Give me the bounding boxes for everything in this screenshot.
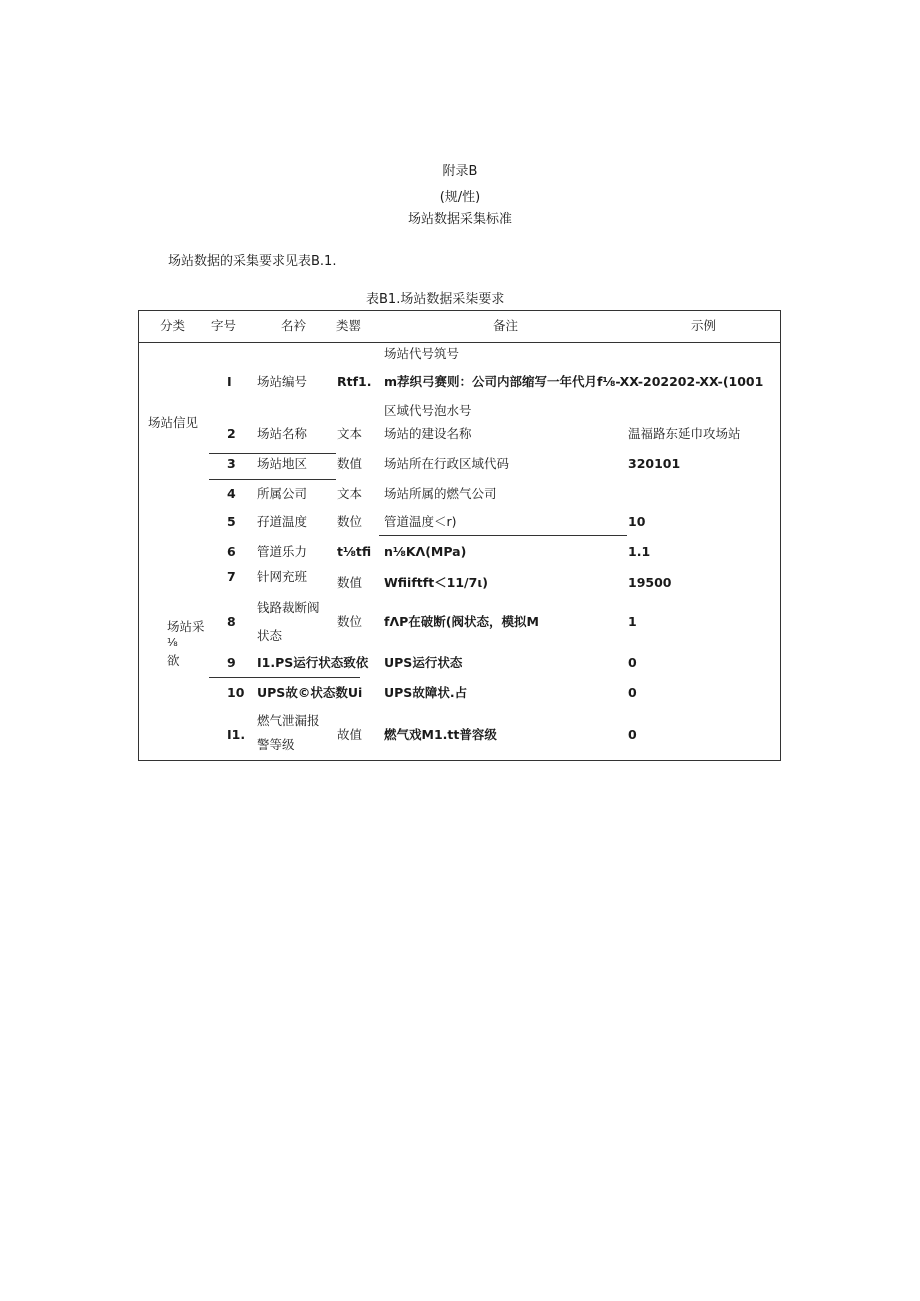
table-caption: 表B1.场站数据采柒要求 bbox=[366, 292, 505, 307]
row-6-name: 管道乐力 bbox=[257, 544, 308, 559]
row-divider-2 bbox=[209, 453, 336, 454]
row-5-type: 数位 bbox=[337, 514, 363, 529]
row-5-name: 孖道温度 bbox=[257, 514, 308, 529]
row-1-type: Rtf1. bbox=[337, 374, 372, 389]
appendix-type: (规/性) bbox=[439, 190, 481, 205]
row-8-name: 钱路裁断阀 bbox=[257, 600, 320, 615]
row-11-name: 燃气泄漏报 bbox=[257, 713, 320, 728]
row-10-index: 10 bbox=[227, 685, 245, 700]
row-2-note: 场站的建设名称 bbox=[384, 426, 472, 441]
row-8-note: fΛP在破断(阀状态，模拟M bbox=[384, 614, 539, 629]
row-1-name: 场站编号 bbox=[257, 374, 308, 389]
row-10-example: 0 bbox=[628, 685, 637, 700]
row-6-note: n⅛KΛ(MPa) bbox=[384, 544, 467, 559]
header-divider bbox=[138, 342, 781, 343]
row-9-example: 0 bbox=[628, 655, 637, 670]
appendix-title: 场站数据采集标准 bbox=[407, 212, 512, 227]
row-1-note-1: 场站代号筑号 bbox=[384, 346, 460, 361]
row-11-name-line2: 警等级 bbox=[257, 737, 295, 752]
row-11-index: I1. bbox=[227, 727, 246, 742]
row-11-type: 故值 bbox=[337, 727, 363, 742]
row-8-name-line2: 状态 bbox=[257, 628, 283, 643]
row-9-index: 9 bbox=[227, 655, 236, 670]
row-2-example: 温福路东延巾攻场站 bbox=[628, 426, 741, 441]
header-name: 名衿 bbox=[281, 318, 307, 333]
row-7-type: 数值 bbox=[337, 575, 363, 590]
row-10-name: UPS故©状态数Ui bbox=[257, 685, 363, 700]
row-11-example: 0 bbox=[628, 727, 637, 742]
row-2-index: 2 bbox=[227, 426, 236, 441]
row-6-type: t⅛tfi bbox=[337, 544, 372, 559]
category-station-collect-2: ⅛ bbox=[167, 636, 178, 649]
row-7-example: 19500 bbox=[628, 575, 672, 590]
row-5-note: 管道温度＜r) bbox=[384, 514, 457, 529]
category-station-info: 场站信见 bbox=[148, 415, 199, 430]
row-3-type: 数值 bbox=[337, 456, 363, 471]
row-8-type: 数位 bbox=[337, 614, 363, 629]
row-divider-5 bbox=[379, 535, 627, 536]
header-category: 分类 bbox=[160, 318, 186, 333]
row-4-type: 文本 bbox=[337, 486, 363, 501]
row-4-index: 4 bbox=[227, 486, 236, 501]
row-10-note: UPS故障状.占 bbox=[384, 685, 468, 700]
category-station-collect-3: 欲 bbox=[167, 653, 180, 668]
row-5-example: 10 bbox=[628, 514, 646, 529]
row-9-note: UPS运行状态 bbox=[384, 655, 463, 670]
row-5-index: 5 bbox=[227, 514, 236, 529]
row-1-index: I bbox=[227, 374, 232, 389]
row-7-name: 针网充班 bbox=[257, 569, 308, 584]
intro-text: 场站数据的采集要求见表B.1. bbox=[168, 254, 337, 269]
row-6-example: 1.1 bbox=[628, 544, 651, 559]
row-1-note-3: 区域代号泡水号 bbox=[384, 403, 472, 418]
row-7-index: 7 bbox=[227, 569, 236, 584]
header-example: 示例 bbox=[691, 318, 717, 333]
row-3-name: 场站地区 bbox=[257, 456, 308, 471]
row-2-name: 场站名称 bbox=[257, 426, 308, 441]
row-1-note-2: m荐织弓赛则：公司内部缩写一年代月f⅛-XX-202202-XX-(1001 bbox=[384, 374, 764, 389]
row-divider-3 bbox=[209, 479, 336, 480]
header-type: 类罂 bbox=[336, 318, 362, 333]
row-6-index: 6 bbox=[227, 544, 236, 559]
row-3-index: 3 bbox=[227, 456, 236, 471]
row-4-name: 所属公司 bbox=[257, 486, 308, 501]
row-7-note: Wfiiftft＜11/7ι) bbox=[384, 575, 488, 590]
category-station-collect-1: 场站采 bbox=[167, 619, 205, 634]
row-8-example: 1 bbox=[628, 614, 637, 629]
row-9-name: I1.PS运行状态致依 bbox=[257, 655, 369, 670]
row-3-note: 场站所在行政区域代码 bbox=[384, 456, 510, 471]
row-11-note: 燃气戏M1.tt普容级 bbox=[384, 727, 497, 742]
row-2-type: 文本 bbox=[337, 426, 363, 441]
header-note: 备注 bbox=[493, 318, 519, 333]
row-4-note: 场站所属的燃气公司 bbox=[384, 486, 497, 501]
appendix-label: 附录B bbox=[442, 164, 478, 179]
header-index: 字号 bbox=[211, 318, 237, 333]
row-divider-9 bbox=[209, 677, 360, 678]
row-3-example: 320101 bbox=[628, 456, 681, 471]
row-8-index: 8 bbox=[227, 614, 236, 629]
